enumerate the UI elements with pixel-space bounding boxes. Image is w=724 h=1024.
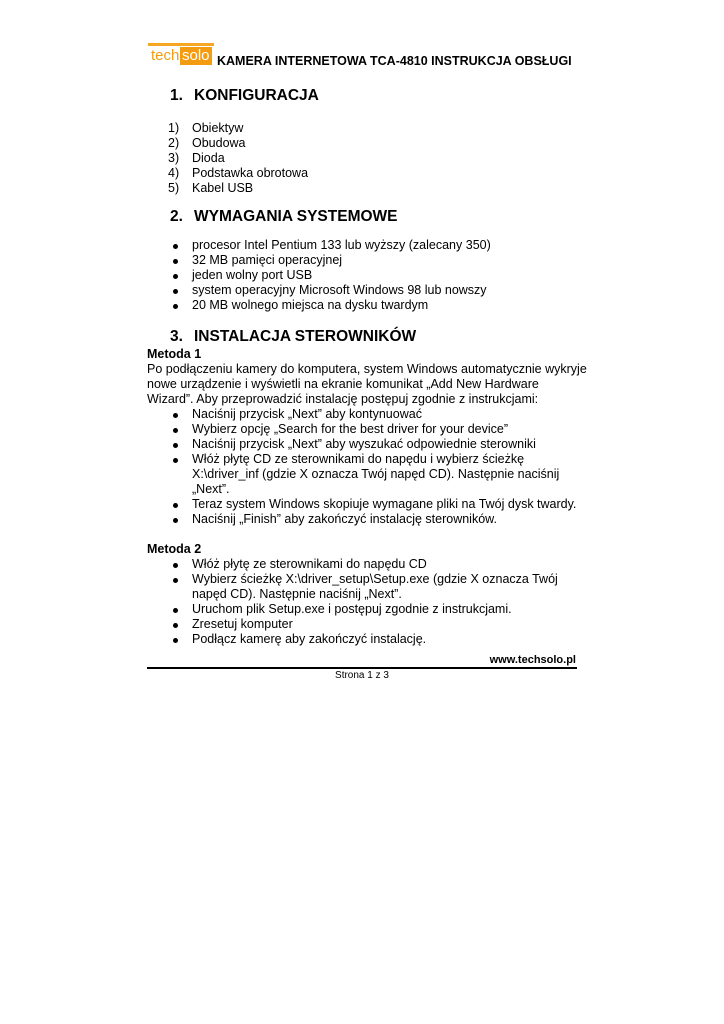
item-text: jeden wolny port USB: [192, 268, 313, 282]
list-item: [147, 557, 587, 572]
item-text: Zresetuj komputer: [192, 617, 293, 631]
list-item: [147, 121, 587, 136]
list-item: [147, 238, 587, 253]
item-text: Wybierz opcję „Search for the best driver for your device”: [192, 422, 508, 436]
bullet-icon: [173, 304, 178, 309]
item-text: Podstawka obrotowa: [192, 166, 309, 180]
section-3-heading: [147, 327, 587, 347]
list-item: [147, 572, 587, 602]
logo-solo-text: solo: [182, 47, 210, 64]
bullet-icon: [173, 638, 178, 643]
list-item: [147, 437, 587, 452]
requirements-list: [147, 238, 587, 313]
bullet-icon: [173, 503, 178, 508]
list-item: [147, 602, 587, 617]
document-body: [147, 85, 587, 647]
item-text: Teraz system Windows skopiuje wymagane pliki na Twój dysk twardy.: [192, 497, 577, 511]
configuration-list: [147, 121, 587, 196]
item-number: 3): [168, 151, 180, 165]
item-text: Naciśnij przycisk „Next” aby kontynuować: [192, 407, 422, 421]
footer-website-link[interactable]: www.techsolo.pl: [489, 654, 576, 666]
bullet-icon: [173, 443, 178, 448]
bullet-icon: [173, 428, 178, 433]
item-text: Podłącz kamerę aby zakończyć instalację.: [192, 632, 427, 646]
techsolo-logo: [148, 43, 214, 65]
list-item: [147, 253, 587, 268]
bullet-icon: [173, 289, 178, 294]
item-text: 32 MB pamięci operacyjnej: [192, 253, 343, 267]
item-text: Włóż płytę ze sterownikami do napędu CD: [192, 557, 427, 571]
method-1-steps: [147, 407, 587, 527]
item-text: procesor Intel Pentium 133 lub wyższy (zalecany 350): [192, 238, 491, 252]
item-number: 5): [168, 181, 180, 195]
bullet-icon: [173, 608, 178, 613]
method-1-title: Metoda 1: [147, 347, 202, 361]
list-item: [147, 136, 587, 151]
section-3-number: 3.: [170, 328, 183, 345]
item-text: Uruchom plik Setup.exe i postępuj zgodnie z instrukcjami.: [192, 602, 512, 616]
bullet-icon: [173, 518, 178, 523]
item-text: 20 MB wolnego miejsca na dysku twardym: [192, 298, 429, 312]
method-2-title: Metoda 2: [147, 542, 202, 556]
list-item: [147, 422, 587, 437]
item-number: 1): [168, 121, 180, 135]
section-2-title: WYMAGANIA SYSTEMOWE: [194, 208, 398, 225]
bullet-icon: [173, 244, 178, 249]
item-text: Obudowa: [192, 136, 246, 150]
footer-divider: [147, 667, 577, 669]
document-title: KAMERA INTERNETOWA TCA-4810 INSTRUKCJA OBSŁUGI: [217, 54, 572, 68]
bullet-icon: [173, 563, 178, 568]
list-item: [147, 166, 587, 181]
logo-bar: [148, 43, 214, 46]
bullet-icon: [173, 413, 178, 418]
item-number: 2): [168, 136, 180, 150]
list-item: [147, 632, 587, 647]
list-item: [147, 497, 587, 512]
section-1-number: 1.: [170, 87, 183, 104]
item-text: Kabel USB: [192, 181, 254, 195]
item-text: Naciśnij przycisk „Next” aby wyszukać odpowiednie sterowniki: [192, 437, 536, 451]
bullet-icon: [173, 623, 178, 628]
section-1-heading: [147, 86, 587, 106]
list-item: [147, 452, 587, 497]
item-text: Obiektyw: [192, 121, 244, 135]
list-item: [147, 617, 587, 632]
section-2-heading: [147, 207, 587, 227]
list-item: [147, 407, 587, 422]
list-item: [147, 151, 587, 166]
bullet-icon: [173, 578, 178, 583]
list-item: [147, 298, 587, 313]
bullet-icon: [173, 458, 178, 463]
item-text: system operacyjny Microsoft Windows 98 lub nowszy: [192, 283, 487, 297]
list-item: [147, 283, 587, 298]
bullet-icon: [173, 274, 178, 279]
page-number: Strona 1 z 3: [335, 670, 389, 681]
item-number: 4): [168, 166, 180, 180]
item-text: Wybierz ścieżkę X:\driver_setup\Setup.exe (gdzie X oznacza Twój napęd CD). Następnie naciśnij „Next”.: [192, 572, 558, 601]
section-1-title: KONFIGURACJA: [194, 87, 319, 104]
method-1-intro: Po podłączeniu kamery do komputera, system Windows automatycznie wykryje nowe urządzenie i wyświetli na ekranie komunikat „Add New Hardware Wizard”. Aby przeprowadzić instalację postępuj zgodnie z instrukcjami:: [147, 362, 587, 406]
bullet-icon: [173, 259, 178, 264]
list-item: [147, 512, 587, 527]
item-text: Naciśnij „Finish” aby zakończyć instalację sterowników.: [192, 512, 497, 526]
logo-tech-text: tech: [151, 47, 180, 64]
item-text: Dioda: [192, 151, 225, 165]
method-2-steps: [147, 557, 587, 647]
section-3-title: INSTALACJA STEROWNIKÓW: [194, 328, 417, 345]
list-item: [147, 268, 587, 283]
item-text: Włóż płytę CD ze sterownikami do napędu i wybierz ścieżkę X:\driver_inf (gdzie X oznacza Twój napęd CD). Następnie naciśnij „Next”.: [192, 452, 560, 496]
page-header: [147, 42, 577, 72]
section-2-number: 2.: [170, 208, 183, 225]
list-item: [147, 181, 587, 196]
